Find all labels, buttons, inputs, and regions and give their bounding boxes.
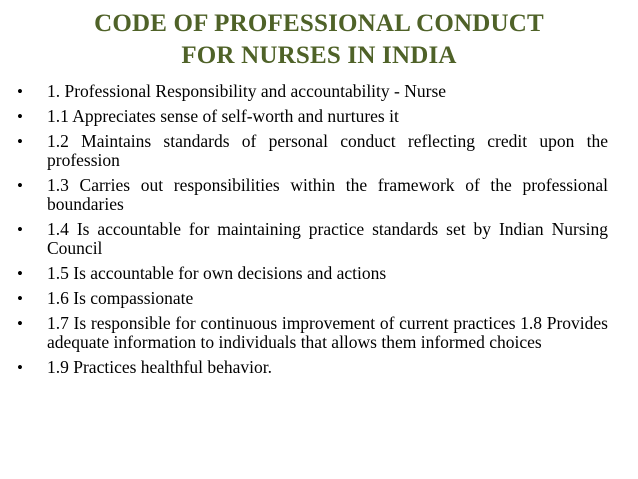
bullet-item bbox=[16, 132, 608, 170]
bullet-dot-icon: • bbox=[17, 314, 23, 333]
bullet-item bbox=[16, 220, 608, 258]
bullet-item bbox=[16, 314, 608, 352]
bullet-text: 1.7 Is responsible for continuous improvement of current practices 1.8 Provides adequate information to individuals that allows them informed choices bbox=[47, 313, 608, 352]
bullet-dot-icon: • bbox=[17, 82, 23, 101]
bullet-text: 1.9 Practices healthful behavior. bbox=[47, 357, 272, 377]
bullet-dot-icon: • bbox=[17, 289, 23, 308]
bullet-dot-icon: • bbox=[17, 358, 23, 377]
bullet-text: 1.6 Is compassionate bbox=[47, 288, 194, 308]
bullet-item bbox=[16, 289, 608, 308]
slide-title bbox=[0, 8, 638, 72]
bullet-dot-icon: • bbox=[17, 107, 23, 126]
bullet-item bbox=[16, 264, 608, 283]
bullet-dot-icon: • bbox=[17, 132, 23, 151]
bullet-text: 1.4 Is accountable for maintaining practice standards set by Indian Nursing Council bbox=[47, 219, 608, 258]
bullet-text: 1. Professional Responsibility and accountability - Nurse bbox=[47, 81, 447, 101]
bullet-item bbox=[16, 358, 608, 377]
bullet-text: 1.1 Appreciates sense of self-worth and nurtures it bbox=[47, 106, 399, 126]
bullet-dot-icon: • bbox=[17, 176, 23, 195]
bullet-text: 1.3 Carries out responsibilities within the framework of the professional boundaries bbox=[47, 175, 608, 214]
bullet-item bbox=[16, 82, 608, 101]
bullet-dot-icon: • bbox=[17, 220, 23, 239]
slide-title-line-2: FOR NURSES IN INDIA bbox=[181, 42, 457, 69]
bullet-item bbox=[16, 107, 608, 126]
bullet-item bbox=[16, 176, 608, 214]
bullet-list bbox=[16, 82, 608, 383]
bullet-dot-icon: • bbox=[17, 264, 23, 283]
slide-title-line-1: CODE OF PROFESSIONAL CONDUCT bbox=[94, 10, 544, 37]
bullet-text: 1.2 Maintains standards of personal conduct reflecting credit upon the profession bbox=[47, 131, 608, 170]
bullet-text: 1.5 Is accountable for own decisions and actions bbox=[47, 263, 387, 283]
